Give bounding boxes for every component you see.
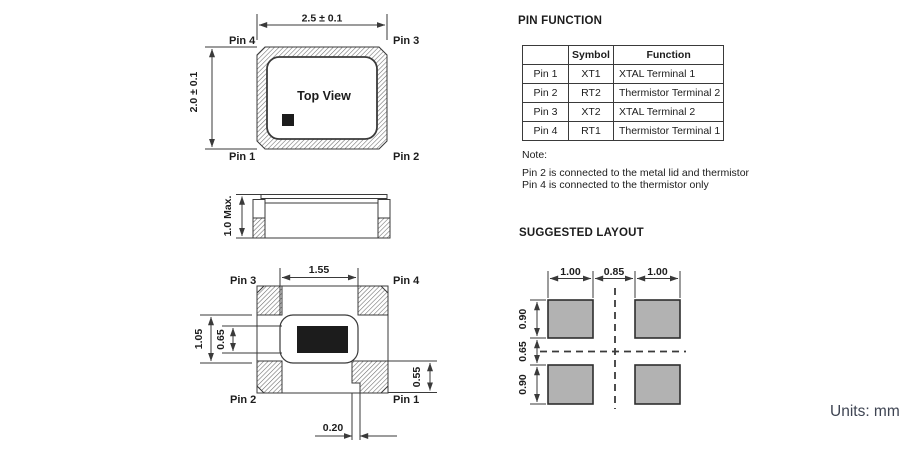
table-row bbox=[523, 65, 724, 84]
pin-cell: Pin 4 bbox=[523, 122, 569, 141]
table-row bbox=[523, 122, 724, 141]
bottom-view-pad-pin3 bbox=[257, 286, 282, 315]
layout-pad-top-left bbox=[548, 300, 593, 338]
pin-cell: Pin 1 bbox=[523, 65, 569, 84]
top-view-pin4-label: Pin 4 bbox=[229, 35, 256, 47]
pin-function-heading: PIN FUNCTION bbox=[518, 15, 603, 27]
bottom-view-pin4-label: Pin 4 bbox=[393, 275, 420, 287]
function-cell: Thermistor Terminal 1 bbox=[613, 122, 723, 141]
layout-gap-width-value: 0.85 bbox=[603, 266, 625, 278]
function-column-header: Function bbox=[613, 46, 723, 65]
layout-pad-right-width-value: 1.00 bbox=[647, 266, 668, 278]
pin-table-header-row bbox=[523, 46, 724, 65]
bottom-view-pad-height-value: 0.55 bbox=[411, 366, 423, 388]
pin-cell: Pin 2 bbox=[523, 84, 569, 103]
side-view-diagram bbox=[222, 195, 390, 239]
bottom-view-crystal-blank bbox=[297, 326, 348, 353]
side-view-terminal-right-hatch bbox=[378, 218, 390, 238]
layout-pad-bottom-left bbox=[548, 365, 593, 404]
side-view-terminal-left-hatch bbox=[253, 218, 265, 238]
bottom-view-notch-value: 0.20 bbox=[322, 422, 344, 434]
top-view-pin3-label: Pin 3 bbox=[393, 35, 420, 47]
side-view-body bbox=[253, 203, 390, 238]
symbol-column-header: Symbol bbox=[569, 46, 614, 65]
pin-function-table bbox=[522, 45, 724, 141]
pin-column-header bbox=[523, 46, 569, 65]
top-view-height-value: 2.0 ± 0.1 bbox=[188, 71, 200, 113]
layout-pad-top-right bbox=[635, 300, 680, 338]
table-row bbox=[523, 103, 724, 122]
top-view-diagram bbox=[188, 13, 419, 164]
symbol-cell: RT1 bbox=[569, 122, 614, 141]
bottom-view-crystal-height-value: 0.65 bbox=[215, 329, 227, 350]
table-row bbox=[523, 84, 724, 103]
note-block bbox=[522, 149, 749, 192]
bottom-view-pad-pin2 bbox=[257, 361, 282, 393]
suggested-layout-heading: SUGGESTED LAYOUT bbox=[519, 227, 644, 239]
suggested-layout-diagram bbox=[517, 266, 686, 409]
bottom-view-cavity-height-value: 1.05 bbox=[193, 328, 205, 350]
pin1-index-marker bbox=[282, 114, 294, 126]
note-title: Note: bbox=[522, 149, 548, 161]
top-view-height-dimension bbox=[205, 47, 257, 149]
symbol-cell: XT1 bbox=[569, 65, 614, 84]
top-view-width-value: 2.5 ± 0.1 bbox=[301, 12, 343, 25]
layout-pad-top-height-value: 0.90 bbox=[517, 308, 529, 330]
layout-gap-height-value: 0.65 bbox=[517, 341, 529, 362]
bottom-view-pin2-label: Pin 2 bbox=[230, 394, 257, 406]
symbol-cell: XT2 bbox=[569, 103, 614, 122]
bottom-view-pad-pin4 bbox=[358, 286, 388, 315]
layout-pad-bottom-right bbox=[635, 365, 680, 404]
note-line-2: Pin 4 is connected to the thermistor only bbox=[522, 179, 709, 191]
top-view-pin2-label: Pin 2 bbox=[393, 151, 420, 163]
side-view-height-value: 1.0 Max. bbox=[222, 195, 234, 237]
symbol-cell: RT2 bbox=[569, 84, 614, 103]
units-label: Units: mm bbox=[830, 403, 900, 420]
bottom-view-diagram bbox=[193, 264, 437, 440]
bottom-view-cavity-width-value: 1.55 bbox=[308, 264, 330, 276]
top-view-pin1-label: Pin 1 bbox=[229, 151, 256, 163]
note-line-1: Pin 2 is connected to the metal lid and thermistor bbox=[522, 166, 750, 179]
function-cell: XTAL Terminal 2 bbox=[613, 103, 723, 122]
function-cell: Thermistor Terminal 2 bbox=[613, 84, 723, 103]
layout-pad-bottom-height-value: 0.90 bbox=[517, 374, 529, 395]
function-cell: XTAL Terminal 1 bbox=[613, 65, 723, 84]
bottom-view-pin1-label: Pin 1 bbox=[393, 394, 420, 406]
side-view-lid bbox=[261, 195, 387, 199]
layout-pad-left-width-value: 1.00 bbox=[560, 266, 581, 278]
bottom-view-pin3-label: Pin 3 bbox=[230, 275, 257, 287]
pin-cell: Pin 3 bbox=[523, 103, 569, 122]
top-view-label: Top View bbox=[297, 89, 351, 103]
